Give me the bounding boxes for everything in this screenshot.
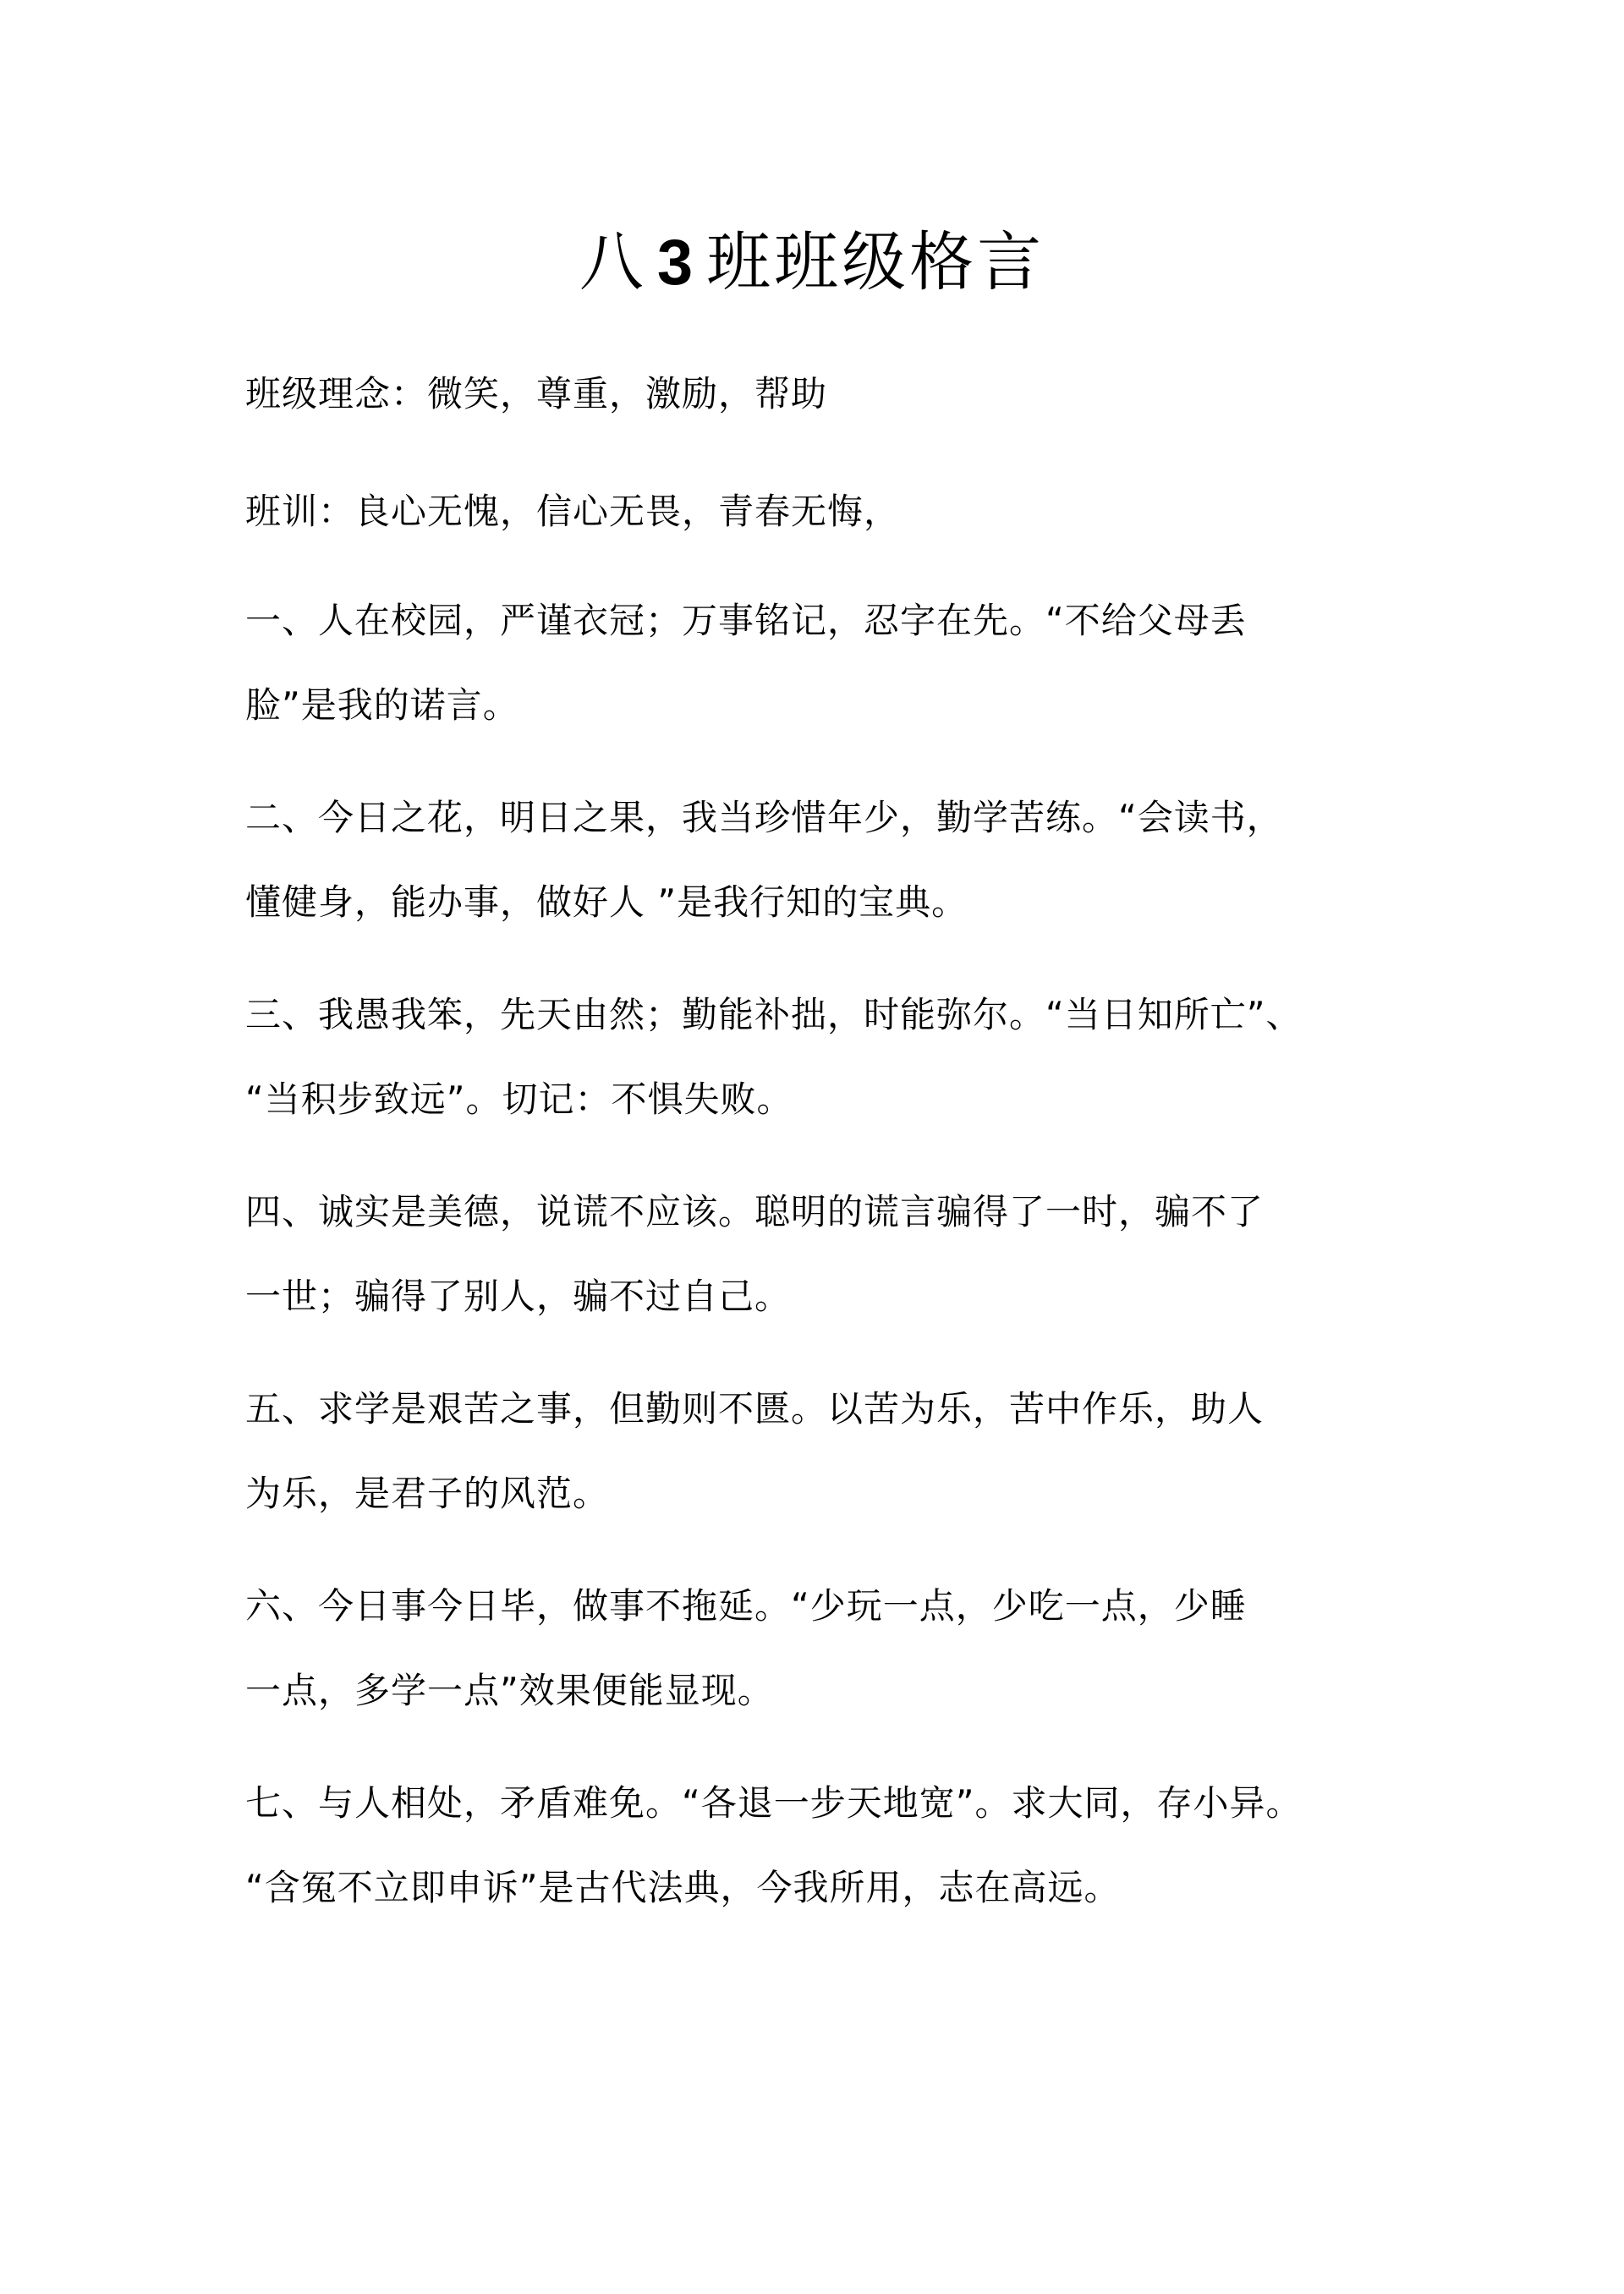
title-suffix: 班班级格言	[706, 224, 1045, 299]
title-number: 3	[656, 227, 697, 299]
item-5-line-1: 五、求学是艰苦之事，但勤则不匮。以苦为乐，苦中作乐，助人	[245, 1388, 1265, 1430]
item-1-line-2: 脸”是我的诺言。	[245, 684, 519, 726]
item-7-line-2: “含冤不立即申诉”是古代法典，今我所用，志在高远。	[245, 1867, 1121, 1908]
item-2-line-2: 懂健身，能办事，做好人 ”是我行知的宝典。	[245, 881, 968, 923]
class-motto: 班训：良心无愧，信心无畏，青春无悔，	[245, 491, 901, 532]
item-7-line-1: 七、与人相处，矛盾难免。“各退一步天地宽”。求大同，存小异。	[245, 1782, 1303, 1824]
page-title	[0, 222, 1624, 304]
item-4-line-2: 一世；骗得了别人，骗不过自己。	[245, 1276, 792, 1317]
item-4-line-1: 四、诚实是美德，说谎不应该。聪明的谎言骗得了一时，骗不了	[245, 1191, 1265, 1232]
item-5-line-2: 为乐，是君子的风范。	[245, 1473, 610, 1514]
item-2-line-1: 二、今日之花，明日之果，我当珍惜年少，勤学苦练。“会读书，	[245, 797, 1283, 838]
class-philosophy: 班级理念：微笑，尊重，激励，帮助	[245, 373, 828, 414]
item-3-line-2: “当积步致远”。切记：不惧失败。	[245, 1078, 793, 1120]
item-1-line-1: 一、人在校园，严谨衣冠；万事铭记，忍字在先。“不给父母丢	[245, 600, 1247, 641]
item-3-line-1: 三、我愚我笨，先天由然；勤能补拙，时能弥尔。“当日知所亡”、	[245, 994, 1303, 1035]
title-prefix: 八	[579, 224, 647, 299]
item-6-line-2: 一点，多学一点”效果便能显现。	[245, 1670, 774, 1711]
item-6-line-1: 六、今日事今日毕，做事不拖延。“少玩一点，少吃一点，少睡	[245, 1585, 1247, 1627]
